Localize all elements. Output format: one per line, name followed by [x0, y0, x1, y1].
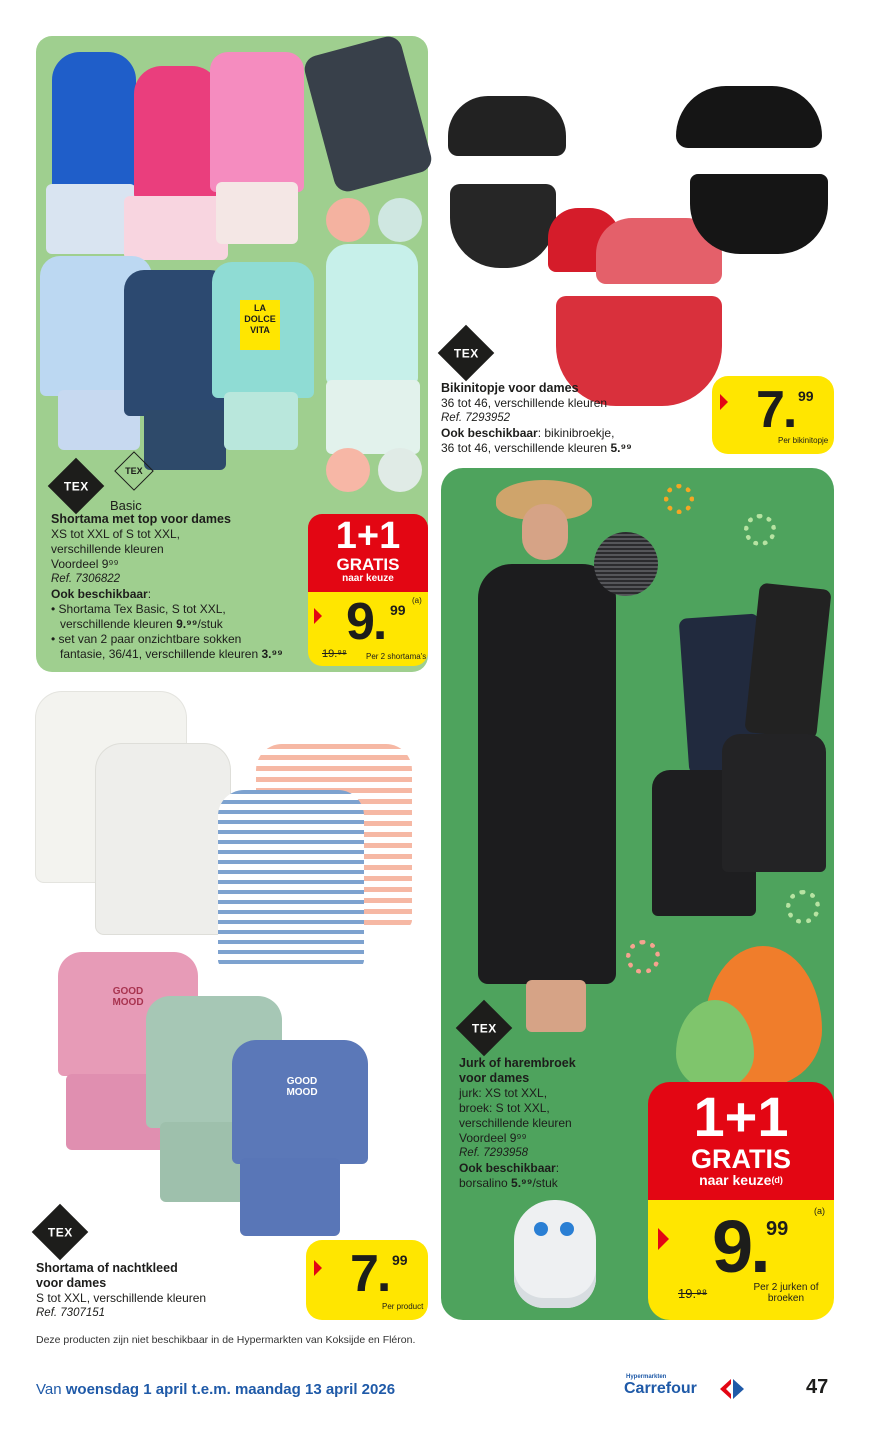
tank-top-pink	[134, 66, 220, 202]
disclaimer: Deze producten zijn niet beschikbaar in de Hypermarkten van Koksijde en Fléron.	[36, 1334, 416, 1346]
dress-line4-suffix: /stuk	[532, 1176, 558, 1190]
dress-promo-top: 1+1	[693, 1085, 789, 1148]
dress-voordeel: Voordeel 9⁹⁹	[459, 1131, 527, 1145]
also-colon: :	[147, 587, 152, 601]
per-label: Per 2 shortama's	[366, 652, 427, 661]
promo-gratis: GRATIS	[336, 555, 400, 574]
promo-note: (a)	[412, 596, 422, 605]
tex-logo-dress: TEX	[456, 1000, 513, 1057]
bikini-price-int: 7.	[756, 381, 796, 439]
page-number: 47	[806, 1376, 829, 1398]
la-dolce-vita-print: LA DOLCE VITA	[240, 300, 280, 350]
basic-label: Basic	[110, 498, 142, 513]
flower-icon	[626, 940, 660, 974]
dress-title-1: Jurk of harembroek	[459, 1056, 576, 1070]
price-int: 9.	[346, 593, 386, 651]
arrow-icon	[314, 1260, 322, 1276]
dress-old-price: 19.⁹⁸	[678, 1286, 708, 1301]
dress-promo-1plus1	[648, 1082, 834, 1200]
dress-also-label: Ook beschikbaar	[459, 1161, 556, 1175]
shorts-pink-stripe	[124, 196, 228, 260]
dress-per-label-1: Per 2 jurken of	[753, 1282, 819, 1293]
flower-icon	[744, 514, 776, 546]
nightgown-blue-stripe	[218, 790, 364, 968]
price-cents: 99	[390, 602, 406, 618]
price-box	[308, 592, 428, 666]
dress-per-label	[744, 1282, 828, 1304]
woman-legs	[526, 980, 586, 1032]
shorts-blue	[240, 1158, 340, 1236]
dress-ref: Ref. 7293958	[459, 1147, 529, 1159]
good-mood-print-1: GOOD MOOD	[112, 986, 144, 1008]
dress-promo-note: (a)	[814, 1206, 825, 1216]
tex-logo-nightwear: TEX	[32, 1204, 89, 1261]
arrow-icon	[314, 608, 322, 624]
ref-line: Ref. 7306822	[51, 573, 121, 585]
promo-keuze: naar keuze	[342, 573, 394, 584]
bullet-1b: verschillende kleuren	[60, 617, 177, 631]
dress-line1: jurk: XS tot XXL,	[459, 1086, 548, 1100]
dress-price-int: 9.	[712, 1205, 768, 1288]
nightwear-title-2: voor dames	[36, 1276, 107, 1290]
carrefour-logo	[624, 1374, 760, 1402]
nightwear-line1: S tot XXL, verschillende kleuren	[36, 1291, 207, 1305]
black-maxi-dress	[478, 564, 616, 984]
nightwear-title-1: Shortama of nachtkleed	[36, 1261, 178, 1275]
bikini-text	[441, 381, 701, 456]
arrow-icon	[720, 394, 728, 410]
promo-top: 1+1	[335, 515, 401, 557]
nightwear-price-cents: 99	[392, 1252, 408, 1268]
shorts-floral-pink	[216, 182, 298, 244]
bikini-line3-price: 5.⁹⁹	[610, 441, 632, 455]
old-price: 19.⁹⁸	[322, 648, 347, 660]
date-range-text: woensdag 1 april t.e.m. maandag 13 april 2026	[65, 1381, 396, 1398]
tee-blue-good-mood	[232, 1040, 368, 1164]
shortama-text	[51, 512, 301, 662]
bikini-price-box	[712, 376, 834, 454]
bullet-1a: • Shortama Tex Basic, S tot XXL,	[51, 602, 226, 616]
dress-line2: broek: S tot XXL,	[459, 1101, 550, 1115]
woman-face	[522, 504, 568, 560]
arrow-icon	[658, 1228, 669, 1250]
dress-title-2: voor dames	[459, 1071, 530, 1085]
carrefour-mark-icon	[714, 1378, 750, 1400]
dress-price-box	[648, 1200, 834, 1320]
nightwear-price-box	[306, 1240, 428, 1320]
nightwear-text	[36, 1261, 286, 1321]
promo-1plus1-badge	[308, 514, 428, 592]
bikini-also-label: Ook beschikbaar	[441, 426, 538, 440]
also-available-label: Ook beschikbaar	[51, 587, 148, 601]
voordeel-line: Voordeel 9⁹⁹	[51, 557, 119, 571]
shorts-aqua	[224, 392, 298, 450]
size-line: XS tot XXL of S tot XXL,	[51, 527, 180, 541]
bikini-line1: 36 tot 46, verschillende kleuren	[441, 396, 608, 410]
bullet-2b: fantasie, 36/41, verschillende kleuren	[60, 647, 262, 661]
dress-black-dotted	[722, 734, 826, 872]
tank-top-blue	[52, 52, 136, 192]
swatch-coral	[326, 448, 370, 492]
bikini-also-text: : bikinibroekje,	[537, 426, 615, 440]
brand-small: Hypermarkten	[626, 1374, 667, 1380]
dress-promo-keuze: naar keuze	[699, 1172, 772, 1188]
flower-icon	[664, 484, 694, 514]
good-mood-print-2: GOOD MOOD	[286, 1076, 318, 1098]
bikini-top-black	[676, 86, 822, 148]
swatch-striped	[594, 532, 658, 596]
dress-promo-gratis: GRATIS	[691, 1144, 791, 1174]
bikini-bottom-floral	[450, 184, 556, 268]
mascot-character	[514, 1200, 596, 1308]
bullet-1b-price: 9.⁹⁹	[176, 617, 198, 631]
nightwear-per-label: Per product	[382, 1302, 424, 1311]
bullet-2a: • set van 2 paar onzichtbare sokken	[51, 632, 242, 646]
dress-promo-keuze-note: (d)	[771, 1175, 783, 1185]
nightgown-white	[96, 744, 230, 934]
bikini-price-cents: 99	[798, 388, 814, 404]
tex-logo: TEX	[48, 458, 105, 515]
color-line: verschillende kleuren	[51, 542, 164, 556]
product-title: Shortama met top voor dames	[51, 512, 231, 526]
swatch-grey	[378, 448, 422, 492]
swatch-mint	[378, 198, 422, 242]
brand-name: Carrefour	[624, 1380, 697, 1397]
dress-also-colon: :	[555, 1161, 560, 1175]
bikini-ref: Ref. 7293952	[441, 412, 511, 424]
dress-line4: borsalino	[459, 1176, 512, 1190]
shorts-patterned-blue	[46, 184, 136, 254]
bikini-per-label: Per bikinitopje	[778, 436, 829, 445]
nightwear-ref: Ref. 7307151	[36, 1307, 106, 1319]
dress-text	[459, 1056, 659, 1191]
bikini-line3: 36 tot 46, verschillende kleuren	[441, 441, 611, 455]
bikini-top-floral	[448, 96, 566, 156]
flower-icon	[786, 890, 820, 924]
dress-line4-price: 5.⁹⁹	[511, 1176, 533, 1190]
tex-basic-logo: TEX	[114, 451, 154, 491]
date-range	[36, 1381, 395, 1398]
bikini-title: Bikinitopje voor dames	[441, 381, 579, 395]
bullet-2b-price: 3.⁹⁹	[261, 647, 283, 661]
tee-pink	[210, 52, 304, 192]
bikini-bottom-black	[690, 174, 828, 254]
swatch-peach	[326, 198, 370, 242]
dress-line3: verschillende kleuren	[459, 1116, 572, 1130]
mascot-eye	[560, 1222, 574, 1236]
shorts-mint	[326, 380, 420, 454]
dress-per-label-2: broeken	[767, 1293, 805, 1304]
nightwear-price-int: 7.	[350, 1245, 390, 1303]
date-prefix: Van	[36, 1381, 66, 1398]
dress-price-cents: 99	[766, 1218, 789, 1240]
tex-logo-bikini: TEX	[438, 325, 495, 382]
mascot-eye	[534, 1222, 548, 1236]
shorts-navy-avocado	[144, 410, 226, 470]
bullet-1b-suffix: /stuk	[197, 617, 223, 631]
tank-top-mint	[326, 244, 418, 384]
